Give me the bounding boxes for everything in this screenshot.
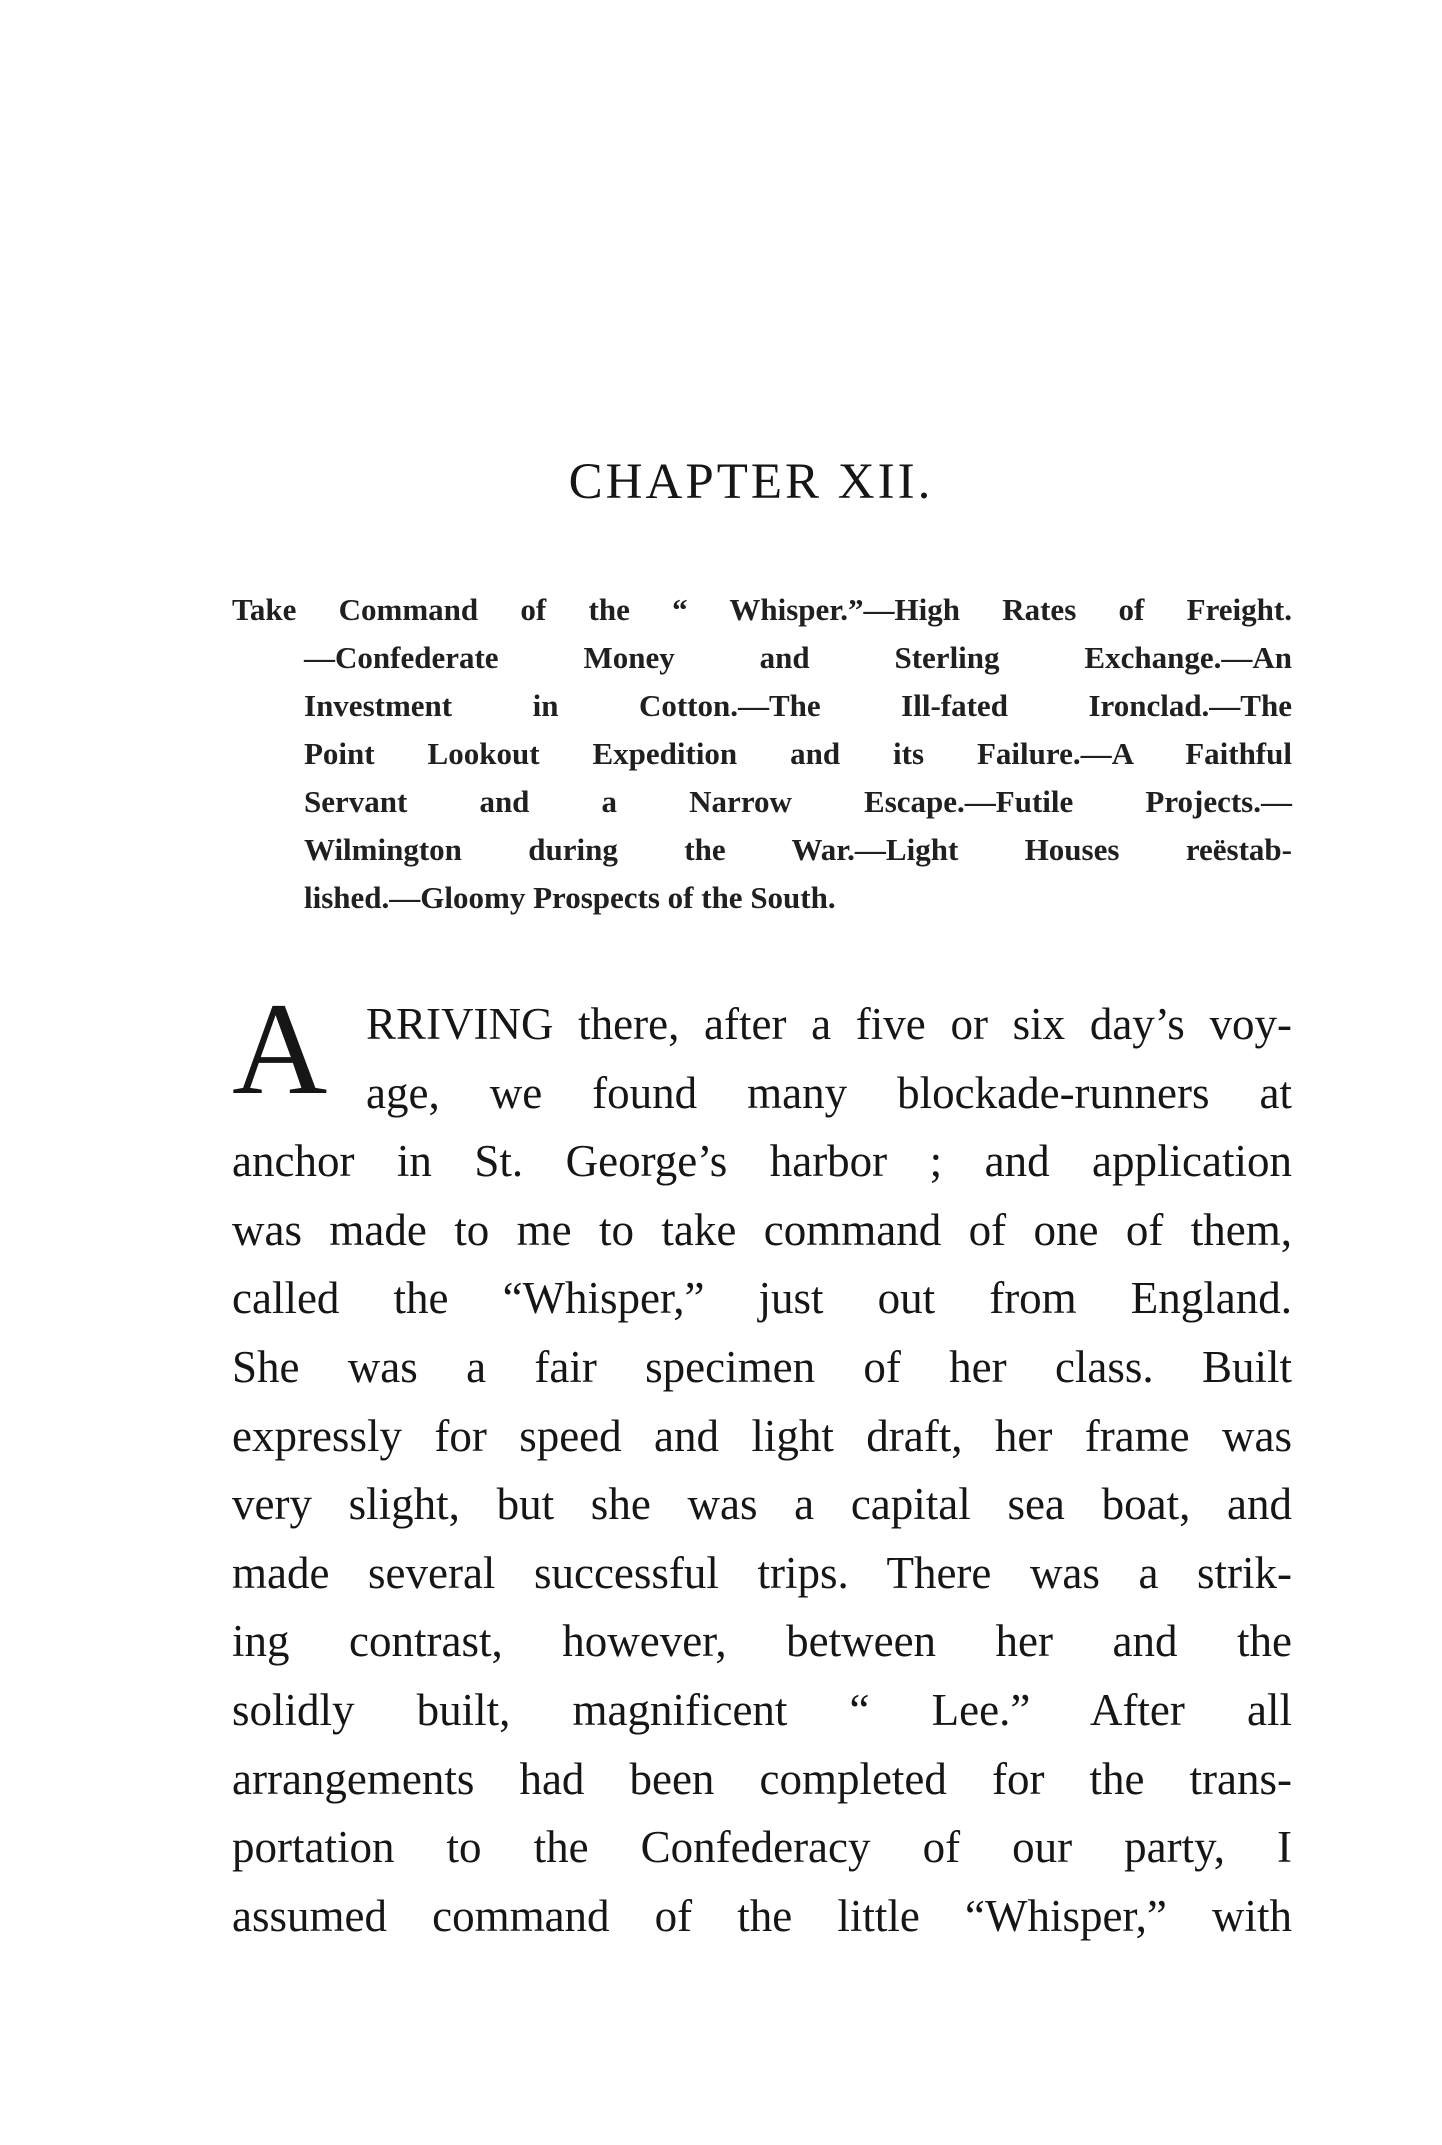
body-line: She was a fair specimen of her class. Built bbox=[232, 1341, 1292, 1392]
chapter-synopsis bbox=[232, 586, 1292, 922]
drop-cap: A bbox=[232, 975, 328, 1122]
body-line: was made to me to take command of one of them, bbox=[232, 1204, 1292, 1255]
synopsis-line: Wilmington during the War.—Light Houses reëstab- bbox=[304, 832, 1292, 867]
body-line: very slight, but she was a capital sea boat, and bbox=[232, 1479, 1292, 1530]
body-text bbox=[232, 990, 1292, 1950]
body-line: solidly built, magnificent “ Lee.” After all bbox=[232, 1684, 1292, 1735]
body-line: anchor in St. George’s harbor ; and application bbox=[232, 1136, 1292, 1187]
body-line: portation to the Confederacy of our party, I bbox=[232, 1822, 1292, 1873]
synopsis-line: Take Command of the “ Whisper.”—High Rates of Freight. bbox=[232, 592, 1292, 627]
body-line: assumed command of the little “Whisper,” with bbox=[232, 1890, 1292, 1941]
body-line: arrangements had been completed for the trans- bbox=[232, 1753, 1292, 1804]
body-line: called the “Whisper,” just out from England. bbox=[232, 1273, 1292, 1324]
body-line: expressly for speed and light draft, her frame was bbox=[232, 1410, 1292, 1461]
synopsis-line: Point Lookout Expedition and its Failure.—A Faithful bbox=[304, 736, 1292, 771]
synopsis-line: Investment in Cotton.—The Ill-fated Ironclad.—The bbox=[304, 688, 1292, 723]
synopsis-line: —Confederate Money and Sterling Exchange.—An bbox=[304, 640, 1292, 675]
chapter-title: CHAPTER XII. bbox=[568, 454, 934, 510]
synopsis-line: lished.—Gloomy Prospects of the South. bbox=[304, 880, 836, 915]
body-line: made several successful trips. There was a strik- bbox=[232, 1547, 1292, 1598]
body-line: RRIVING there, after a five or six day’s voy- bbox=[366, 999, 1292, 1049]
body-line: age, we found many blockade-runners at bbox=[366, 1067, 1292, 1118]
synopsis-line: Servant and a Narrow Escape.—Futile Projects.— bbox=[304, 784, 1292, 819]
body-line: ing contrast, however, between her and the bbox=[232, 1616, 1292, 1667]
